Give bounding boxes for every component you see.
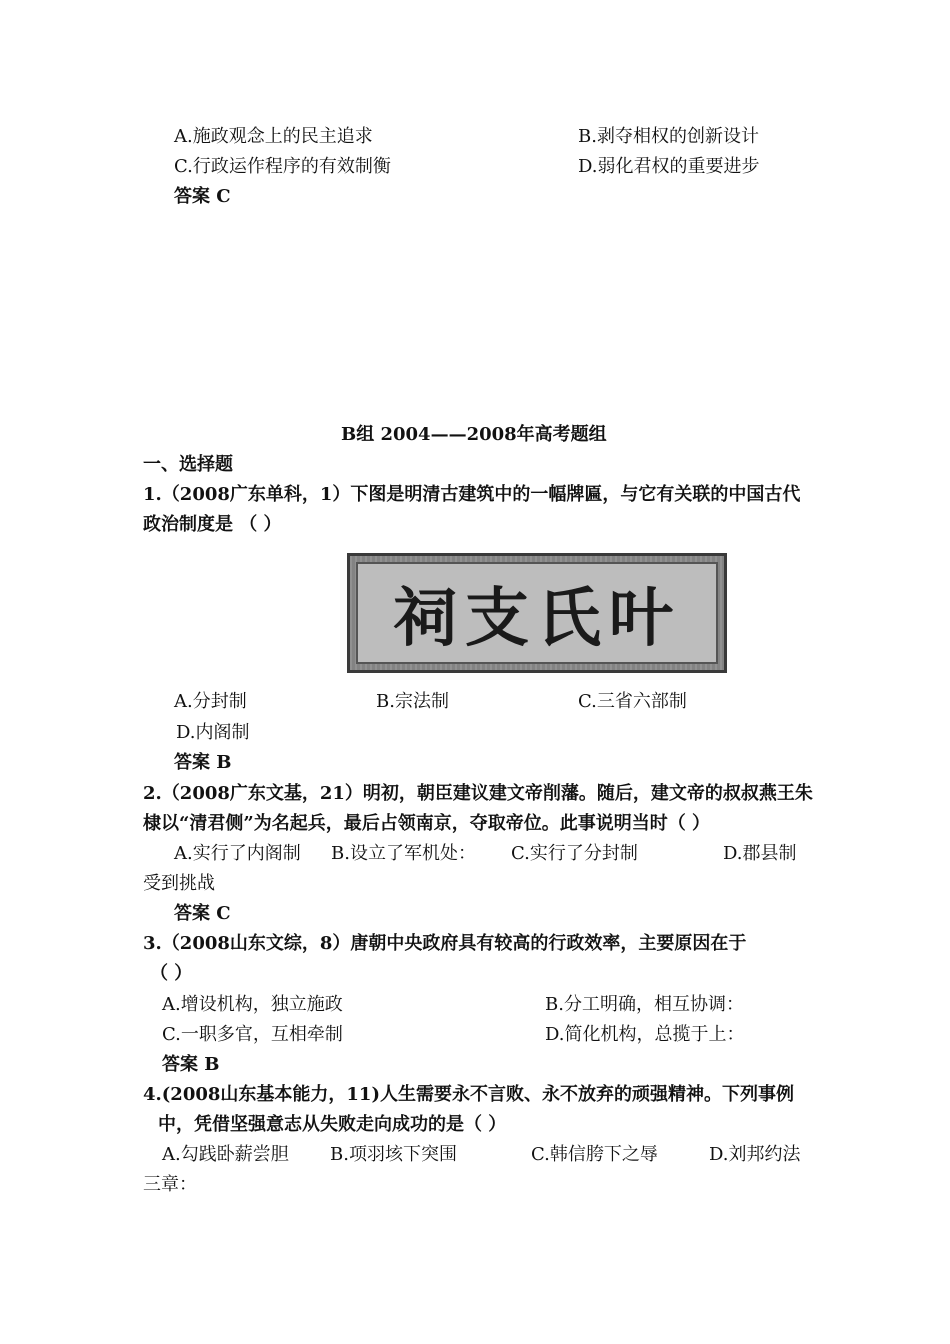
q2-option-d-continued: 受到挑战 <box>143 873 215 894</box>
option-b: B.剥夺相权的创新设计 <box>578 126 759 147</box>
section-title: B组 2004——2008年高考题组 <box>341 424 607 445</box>
q4-option-c: C.韩信胯下之辱 <box>531 1144 658 1165</box>
q3-option-c: C.一职多官，互相牵制 <box>162 1024 343 1045</box>
q2-stem-line2: 棣以“清君侧”为名起兵，最后占领南京，夺取帝位。此事说明当时（ ） <box>143 813 710 834</box>
q3-option-b: B.分工明确，相互协调： <box>545 994 744 1015</box>
q4-option-d-continued: 三章： <box>143 1174 197 1195</box>
section-part: 一、选择题 <box>143 454 233 475</box>
q1-stem-line2: 政治制度是 （ ） <box>143 514 282 535</box>
q3-option-d: D.简化机构，总揽于上： <box>545 1024 745 1045</box>
q1-answer: 答案 B <box>174 752 232 773</box>
q1-option-a: A.分封制 <box>174 691 247 712</box>
q1-option-d: D.内阁制 <box>176 722 250 743</box>
q3-stem-line1: 3.（2008山东文综，8）唐朝中央政府具有较高的行政效率，主要原因在于 <box>143 933 747 954</box>
answer: 答案 C <box>174 186 231 207</box>
plaque-image <box>347 553 727 673</box>
q2-stem-line1: 2.（2008广东文基，21）明初，朝臣建议建文帝削藩。随后，建文帝的叔叔燕王朱 <box>143 783 813 804</box>
q3-stem-line2: （ ） <box>150 963 193 984</box>
q3-answer: 答案 B <box>162 1054 220 1075</box>
plaque-text: 祠支氏叶 <box>393 581 681 656</box>
q2-answer: 答案 C <box>174 903 231 924</box>
q4-stem-line2: 中，凭借坚强意志从失败走向成功的是（ ） <box>158 1114 507 1135</box>
q4-option-d: D.刘邦约法 <box>709 1144 801 1165</box>
option-c: C.行政运作程序的有效制衡 <box>174 156 391 177</box>
q4-stem-line1: 4.(2008山东基本能力，11)人生需要永不言败、永不放弃的顽强精神。下列事例 <box>143 1084 794 1105</box>
q1-option-c: C.三省六部制 <box>578 691 687 712</box>
option-d: D.弱化君权的重要进步 <box>578 156 760 177</box>
q3-option-a: A.增设机构，独立施政 <box>162 994 343 1015</box>
q1-option-b: B.宗法制 <box>376 691 449 712</box>
q2-option-d: D.郡县制 <box>723 843 797 864</box>
q4-option-a: A.勾践卧薪尝胆 <box>162 1144 289 1165</box>
q2-option-a: A.实行了内阁制 <box>174 843 301 864</box>
q1-stem-line1: 1.（2008广东单科，1）下图是明清古建筑中的一幅牌匾，与它有关联的中国古代 <box>143 484 801 505</box>
q2-option-c: C.实行了分封制 <box>511 843 638 864</box>
option-a: A.施政观念上的民主追求 <box>174 126 373 147</box>
q4-option-b: B.项羽垓下突围 <box>330 1144 457 1165</box>
q2-option-b: B.设立了军机处： <box>331 843 476 864</box>
